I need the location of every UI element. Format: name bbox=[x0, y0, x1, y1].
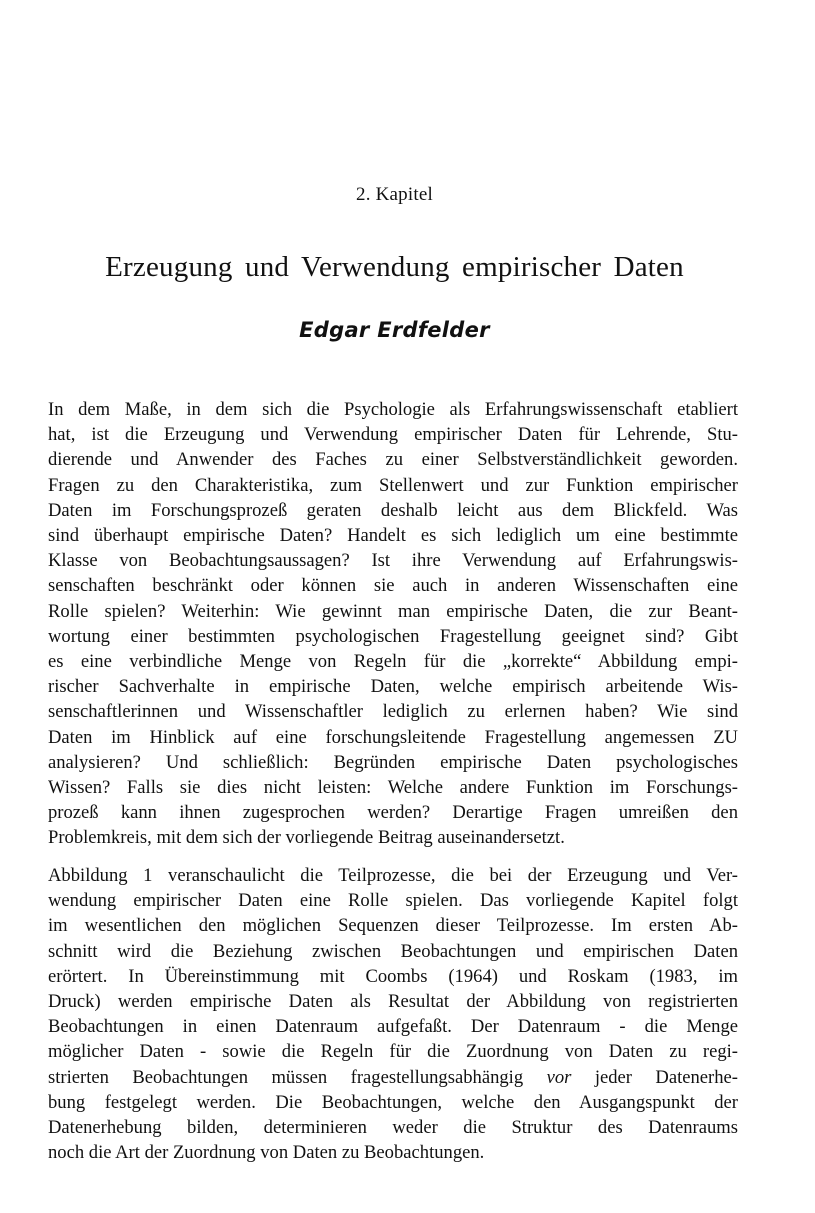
text-line: erörtert. In Übereinstimmung mit Coombs (1964) und Roskam (1983, im bbox=[48, 965, 738, 987]
emphasis: vor bbox=[546, 1066, 572, 1088]
text-line: wortung einer bestimmten psychologischen Fragestellung geeignet sind? Gibt bbox=[48, 625, 738, 647]
text-line: In dem Maße, in dem sich die Psychologie als Erfahrungswissenschaft etabliert bbox=[48, 399, 738, 420]
text-line: sind überhaupt empirische Daten? Handelt es sich lediglich um eine bestimmte bbox=[48, 525, 738, 547]
text-line: hat, ist die Erzeugung und Verwendung empirischer Daten für Lehrende, Stu- bbox=[48, 424, 738, 446]
text-line: strierten Beobachtungen müssen fragestellungsabhängig vor jeder Datenerhe- bbox=[48, 1066, 738, 1088]
text-line: senschaften beschränkt oder können sie auch in anderen Wissenschaften eine bbox=[48, 575, 738, 597]
text-line: Beobachtungen in einen Datenraum aufgefaßt. Der Datenraum - die Menge bbox=[48, 1016, 738, 1038]
text-line: Daten im Hinblick auf eine forschungsleitende Fragestellung angemessen ZU bbox=[48, 726, 738, 748]
text-line: analysieren? Und schließlich: Begründen empirische Daten psychologisches bbox=[48, 751, 738, 773]
text-line: Daten im Forschungsprozeß geraten deshalb leicht aus dem Blickfeld. Was bbox=[48, 499, 738, 521]
chapter-label: 2. Kapitel bbox=[356, 184, 433, 205]
text-line: Klasse von Beobachtungsaussagen? Ist ihre Verwendung auf Erfahrungswis- bbox=[48, 550, 738, 572]
text-line: prozeß kann ihnen zugesprochen werden? Derartige Fragen umreißen den bbox=[48, 802, 738, 824]
text-line: schnitt wird die Beziehung zwischen Beobachtungen und empirischen Daten bbox=[48, 940, 738, 962]
chapter-title: Erzeugung und Verwendung empirischer Daten bbox=[105, 251, 684, 283]
text-line: Datenerhebung bilden, determinieren weder die Struktur des Datenraums bbox=[48, 1117, 738, 1139]
text-line: senschaftlerinnen und Wissenschaftler lediglich zu erlernen haben? Wie sind bbox=[48, 701, 738, 723]
text-line: dierende und Anwender des Faches zu einer Selbstverständlichkeit geworden. bbox=[48, 449, 738, 471]
text-line: Fragen zu den Charakteristika, zum Stellenwert und zur Funktion empirischer bbox=[48, 474, 738, 496]
text-line: Abbildung 1 veranschaulicht die Teilprozesse, die bei der Erzeugung und Ver- bbox=[48, 865, 738, 886]
text-line: wendung empirischer Daten eine Rolle spielen. Das vorliegende Kapitel folgt bbox=[48, 890, 738, 912]
text-line: es eine verbindliche Menge von Regeln für die „korrekte“ Abbildung empi- bbox=[48, 651, 738, 673]
paragraph-overview bbox=[48, 863, 738, 1165]
text-line: noch die Art der Zuordnung von Daten zu Beobachtungen. bbox=[48, 1142, 485, 1164]
text-line: Wissen? Falls sie dies nicht leisten: Welche andere Funktion im Forschungs- bbox=[48, 777, 738, 799]
author-name: Edgar Erdfelder bbox=[299, 318, 490, 342]
text-line: Rolle spielen? Weiterhin: Wie gewinnt man empirische Daten, die zur Beant- bbox=[48, 600, 738, 622]
paragraph-intro bbox=[48, 397, 738, 851]
text-line: möglicher Daten - sowie die Regeln für die Zuordnung von Daten zu regi- bbox=[48, 1041, 738, 1063]
text-line: Druck) werden empirische Daten als Resultat der Abbildung von registrierten bbox=[48, 991, 738, 1013]
text-line: Problemkreis, mit dem sich der vorliegende Beitrag auseinandersetzt. bbox=[48, 827, 565, 849]
text-line: im wesentlichen den möglichen Sequenzen dieser Teilprozesse. Im ersten Ab- bbox=[48, 915, 738, 937]
text-line: rischer Sachverhalte in empirische Daten, welche empirisch arbeitende Wis- bbox=[48, 676, 738, 698]
text-line: bung festgelegt werden. Die Beobachtungen, welche den Ausgangspunkt der bbox=[48, 1091, 738, 1113]
